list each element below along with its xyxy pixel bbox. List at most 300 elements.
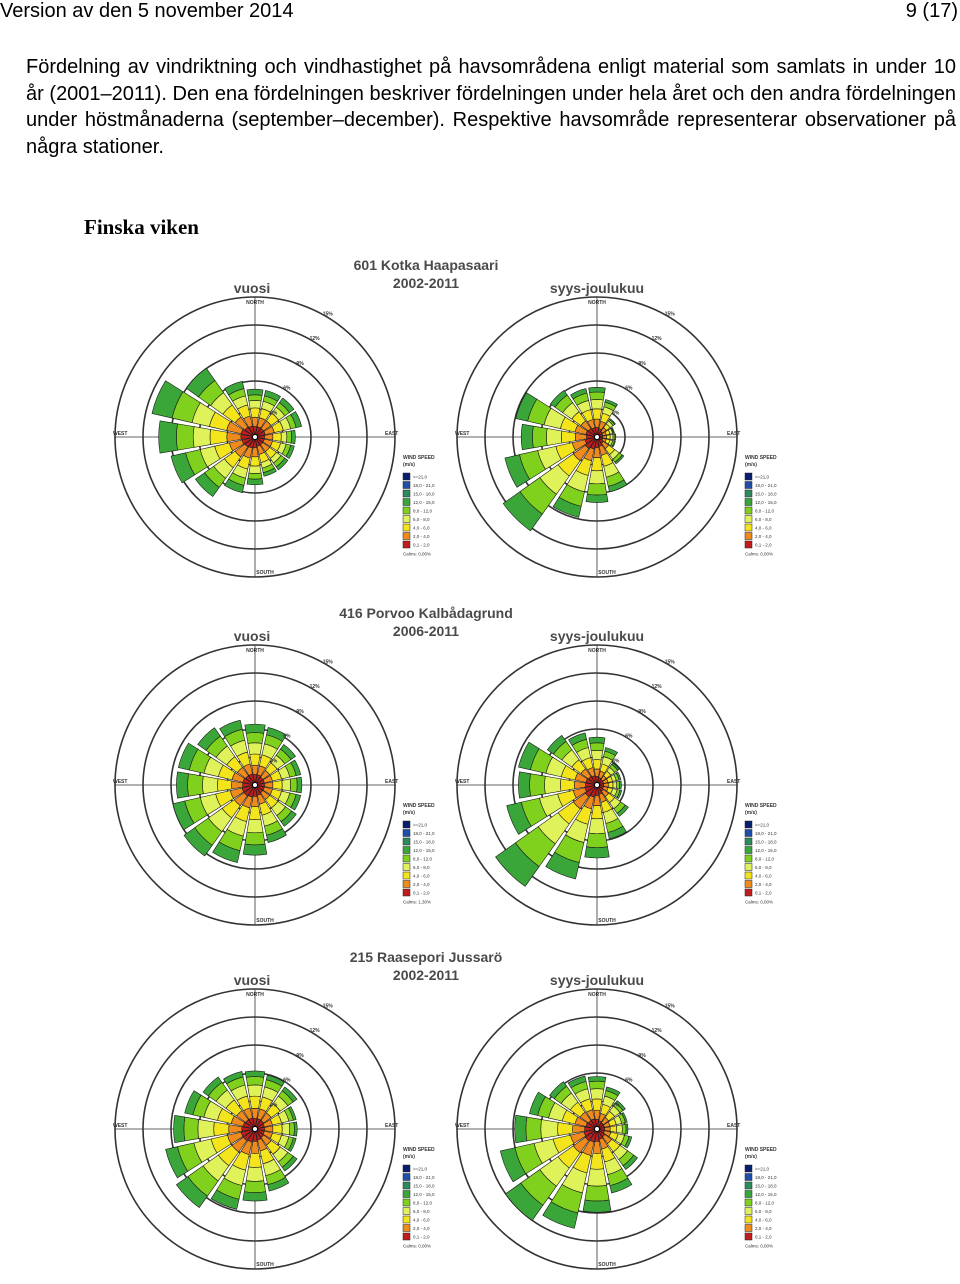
legend-label: 2,0 - 4,0	[755, 1226, 772, 1231]
wind-sector-segment	[587, 483, 607, 495]
wind-sector-segment	[246, 1077, 264, 1086]
wind-sector-segment	[245, 1071, 265, 1077]
legend-swatch	[745, 499, 752, 506]
legend-label: 0,1 - 2,0	[755, 1234, 772, 1240]
legend-swatch	[403, 1174, 410, 1181]
legend-label: 18,0 - 21,0	[755, 1175, 777, 1180]
calms-label: Calms: 0,00%	[745, 1243, 774, 1249]
center-marker	[595, 783, 600, 788]
direction-label: NORTH	[246, 992, 264, 998]
legend-swatch	[745, 830, 752, 837]
wind-rose	[432, 290, 777, 590]
period-label: vuosi	[233, 972, 271, 988]
legend-swatch	[745, 482, 752, 489]
ring-label: 3%	[612, 410, 620, 417]
legend-label: 12,0 - 15,0	[755, 500, 777, 505]
wind-sector-segment	[573, 1125, 585, 1133]
period-label: vuosi	[233, 280, 271, 296]
wind-sector-segment	[246, 733, 264, 744]
legend-label: 2,0 - 4,0	[413, 534, 430, 539]
legend-swatch	[403, 1165, 410, 1172]
legend-swatch	[403, 490, 410, 497]
legend-swatch	[745, 1208, 752, 1215]
wind-sector-segment	[589, 470, 605, 484]
legend-swatch	[403, 507, 410, 514]
calms-label: Calms: 1,30%	[403, 899, 432, 905]
legend-swatch	[403, 541, 410, 548]
legend-label: 15,0 - 18,0	[413, 839, 435, 845]
wind-sector-segment	[245, 832, 265, 845]
legend-swatch	[745, 1233, 752, 1240]
legend-label: 15,0 - 18,0	[413, 1183, 435, 1189]
legend-swatch	[745, 473, 752, 480]
legend-swatch	[745, 507, 752, 514]
wind-sector-segment	[252, 447, 259, 456]
wind-sector-segment	[617, 781, 620, 789]
wind-sector-segment	[282, 1123, 290, 1135]
wind-sector-segment	[210, 429, 227, 444]
wind-sector-segment	[593, 1141, 601, 1153]
legend-swatch	[745, 524, 752, 531]
wind-sector-segment	[585, 847, 610, 858]
legend-swatch	[403, 516, 410, 523]
wind-sector-segment	[617, 1125, 623, 1134]
wind-sector-segment	[583, 1200, 611, 1212]
wind-sector-segment	[610, 1126, 617, 1133]
legend-swatch	[403, 533, 410, 540]
station-name: 416 Porvoo Kalbådagrund	[339, 605, 513, 621]
calms-label: Calms: 0,00%	[745, 551, 774, 557]
ring-label: 6%	[625, 385, 633, 392]
legend-swatch	[745, 864, 752, 871]
wind-sector-segment	[251, 1141, 259, 1153]
wind-sector-segment	[247, 479, 263, 485]
direction-label: EAST	[727, 1123, 741, 1129]
ring-label: 15%	[322, 659, 333, 666]
legend-title: WIND SPEED	[745, 455, 777, 461]
direction-label: EAST	[727, 779, 741, 785]
legend-unit: (m/s)	[403, 1154, 415, 1160]
wind-sector-segment	[294, 1122, 297, 1136]
ring-label: 12%	[651, 1028, 662, 1035]
legend-swatch	[745, 881, 752, 888]
wind-sector-segment	[188, 774, 204, 797]
legend-label: 12,0 - 15,0	[755, 848, 777, 853]
center-marker	[253, 783, 258, 788]
legend-title: WIND SPEED	[403, 455, 435, 461]
wind-sector-segment	[249, 1153, 262, 1167]
wind-sector-segment	[590, 743, 604, 751]
ring-label: 15%	[322, 311, 333, 318]
wind-sector-segment	[603, 435, 607, 438]
legend-label: 18,0 - 21,0	[413, 831, 435, 836]
direction-label: SOUTH	[598, 918, 616, 924]
wind-rose-chart	[432, 982, 777, 1282]
direction-label: SOUTH	[598, 1262, 616, 1268]
wind-sector-segment	[174, 1115, 185, 1142]
legend-label: 0,1 - 2,0	[413, 890, 430, 896]
legend-swatch	[403, 1216, 410, 1223]
direction-label: SOUTH	[256, 918, 274, 924]
legend-label: 4,0 - 6,0	[755, 1217, 772, 1223]
direction-label: NORTH	[246, 648, 264, 654]
ring-label: 9%	[638, 360, 646, 367]
wind-sector-segment	[521, 424, 533, 449]
legend-swatch	[403, 1182, 410, 1189]
legend-swatch	[403, 881, 410, 888]
legend-label: 8,0 - 12,0	[413, 1200, 433, 1206]
ring-label: 6%	[283, 733, 291, 740]
wind-sector-segment	[589, 387, 606, 392]
wind-sector-segment	[249, 400, 261, 408]
legend-swatch	[403, 847, 410, 854]
wind-sector-segment	[248, 473, 262, 479]
wind-sector-segment	[273, 1124, 283, 1133]
wind-sector-segment	[176, 424, 194, 450]
center-marker	[253, 1127, 258, 1132]
wind-sector-segment	[591, 457, 602, 470]
wind-sector-segment	[252, 417, 259, 426]
wind-sector-segment	[184, 1117, 199, 1141]
legend-label: 4,0 - 6,0	[755, 873, 772, 879]
wind-sector-segment	[251, 796, 258, 806]
legend-swatch	[403, 1233, 410, 1240]
legend-label: >=21,0	[755, 474, 770, 480]
wind-sector-segment	[590, 1089, 604, 1100]
calms-label: Calms: 0,00%	[745, 899, 774, 905]
ring-label: 12%	[651, 684, 662, 691]
period-label: syys-joulukuu	[549, 280, 645, 296]
legend-swatch	[745, 1191, 752, 1198]
wind-sector-segment	[198, 1119, 214, 1138]
wind-sector-segment	[592, 409, 601, 420]
wind-sector-segment	[608, 782, 613, 787]
wind-rose-chart	[432, 638, 777, 938]
wind-sector-segment	[591, 399, 604, 409]
ring-label: 12%	[309, 1028, 320, 1035]
legend-label: 2,0 - 4,0	[413, 1226, 430, 1231]
wind-sector-segment	[546, 428, 561, 445]
wind-sector-segment	[193, 427, 210, 448]
legend-label: >=21,0	[755, 1166, 770, 1172]
legend-unit: (m/s)	[403, 810, 415, 816]
direction-label: NORTH	[588, 300, 606, 306]
legend-unit: (m/s)	[403, 462, 415, 468]
intro-paragraph: Fördelning av vindriktning och vindhastighet på havsområdena enligt material som samlats in under 10 år (2001–2011). Den ena fördelningen beskriver fördelningen under hela året och den andra fördelningen under höstmånaderna (september–december). Respektive havsområde representerar observationer på några stationer.	[26, 56, 956, 158]
ring-label: 3%	[270, 410, 278, 417]
legend-label: 12,0 - 15,0	[413, 500, 435, 505]
legend-swatch	[745, 821, 752, 828]
wind-sector-segment	[217, 779, 231, 792]
legend-swatch	[745, 872, 752, 879]
calms-label: Calms: 0,00%	[403, 1243, 432, 1249]
wind-sector-segment	[282, 779, 291, 791]
legend-swatch	[745, 838, 752, 845]
legend-swatch	[745, 847, 752, 854]
wind-sector-segment	[159, 421, 178, 453]
wind-rose	[432, 638, 777, 938]
wind-sector-segment	[589, 1081, 605, 1089]
legend-label: 6,0 - 8,0	[413, 517, 430, 522]
legend-label: 2,0 - 4,0	[755, 882, 772, 887]
wind-sector-segment	[289, 1122, 294, 1135]
period-label: vuosi	[233, 628, 271, 644]
wind-sector-segment	[526, 1117, 542, 1141]
ring-label: 3%	[270, 1102, 278, 1109]
ring-label: 15%	[322, 1003, 333, 1010]
wind-sector-segment	[586, 833, 607, 848]
ring-label: 9%	[638, 708, 646, 715]
wind-sector-segment	[176, 772, 188, 798]
wind-sector-segment	[244, 1181, 265, 1193]
period-label: syys-joulukuu	[549, 972, 645, 988]
wind-sector-segment	[593, 760, 602, 770]
legend-swatch	[403, 1225, 410, 1232]
legend-swatch	[745, 1216, 752, 1223]
legend-title: WIND SPEED	[745, 1147, 777, 1153]
wind-sector-segment	[532, 426, 547, 448]
wind-sector-segment	[231, 781, 242, 789]
legend-label: 0,1 - 2,0	[755, 890, 772, 896]
wind-sector-segment	[264, 782, 273, 788]
legend-label: 6,0 - 8,0	[413, 865, 430, 870]
section-title: Finska viken	[84, 215, 199, 239]
legend-swatch	[403, 1199, 410, 1206]
ring-label: 3%	[612, 758, 620, 765]
ring-label: 6%	[283, 385, 291, 392]
legend-swatch	[403, 482, 410, 489]
wind-sector-segment	[229, 1125, 242, 1134]
wind-sector-segment	[250, 457, 260, 467]
legend-swatch	[403, 872, 410, 879]
wind-sector-segment	[613, 782, 617, 789]
wind-sector-segment	[281, 432, 287, 443]
legend-swatch	[403, 473, 410, 480]
page-number: 9 (17)	[905, 0, 958, 22]
legend-label: 6,0 - 8,0	[755, 517, 772, 522]
wind-sector-segment	[203, 776, 218, 794]
wind-sector-segment	[250, 754, 260, 765]
wind-sector-segment	[606, 435, 610, 439]
wind-sector-segment	[622, 1124, 626, 1134]
wind-sector-segment	[249, 466, 261, 474]
direction-label: EAST	[385, 779, 399, 785]
legend-swatch	[745, 1199, 752, 1206]
legend-unit: (m/s)	[745, 462, 757, 468]
legend-label: 0,1 - 2,0	[413, 542, 430, 548]
station-name: 601 Kotka Haapasaari	[353, 257, 499, 273]
wind-sector-segment	[250, 408, 260, 418]
legend-label: 8,0 - 12,0	[413, 856, 433, 862]
period-label: syys-joulukuu	[549, 628, 645, 644]
wind-rose	[90, 638, 435, 938]
direction-label: WEST	[455, 779, 470, 785]
legend-label: 4,0 - 6,0	[413, 1217, 430, 1223]
wind-rose-chart	[90, 290, 435, 590]
wind-rose-chart	[90, 982, 435, 1282]
legend-swatch	[403, 838, 410, 845]
legend-swatch	[403, 499, 410, 506]
ring-label: 9%	[296, 1052, 304, 1059]
ring-label: 15%	[664, 659, 675, 666]
wind-sector-segment	[589, 737, 605, 743]
wind-rose-chart	[432, 290, 777, 590]
legend-swatch	[745, 516, 752, 523]
wind-rose-chart	[90, 638, 435, 938]
direction-label: NORTH	[246, 300, 264, 306]
wind-sector-segment	[515, 1115, 527, 1143]
legend-title: WIND SPEED	[745, 803, 777, 809]
wind-sector-segment	[214, 1122, 229, 1136]
legend-label: 8,0 - 12,0	[755, 1200, 775, 1206]
legend-swatch	[745, 1174, 752, 1181]
wind-sector-segment	[227, 432, 241, 441]
wind-rose	[90, 982, 435, 1282]
legend-label: 8,0 - 12,0	[755, 856, 775, 862]
legend-swatch	[403, 1208, 410, 1215]
legend-swatch	[403, 864, 410, 871]
wind-sector-segment	[247, 389, 263, 395]
calms-label: Calms: 0,00%	[403, 551, 432, 557]
wind-sector-segment	[619, 781, 621, 789]
legend-label: 6,0 - 8,0	[413, 1209, 430, 1214]
legend-label: 15,0 - 18,0	[755, 491, 777, 497]
wind-sector-segment	[589, 818, 605, 833]
ring-label: 6%	[283, 1077, 291, 1084]
ring-label: 9%	[638, 1052, 646, 1059]
wind-sector-segment	[243, 1192, 267, 1201]
station-years: 2002-2011	[392, 967, 460, 983]
legend-label: 18,0 - 21,0	[755, 831, 777, 836]
wind-sector-segment	[590, 1153, 604, 1169]
legend-label: 15,0 - 18,0	[755, 1183, 777, 1189]
wind-sector-segment	[589, 392, 604, 400]
wind-sector-segment	[248, 1085, 263, 1097]
legend-label: 2,0 - 4,0	[755, 534, 772, 539]
wind-sector-segment	[615, 434, 616, 440]
direction-label: EAST	[385, 431, 399, 437]
ring-label: 3%	[612, 1102, 620, 1109]
wind-sector-segment	[604, 783, 609, 787]
legend-title: WIND SPEED	[403, 1147, 435, 1153]
wind-sector-segment	[545, 776, 561, 794]
legend-label: 6,0 - 8,0	[755, 865, 772, 870]
legend-unit: (m/s)	[745, 810, 757, 816]
wind-sector-segment	[264, 1126, 273, 1132]
wind-sector-segment	[290, 778, 297, 792]
direction-label: NORTH	[588, 648, 606, 654]
wind-sector-segment	[610, 434, 613, 439]
direction-label: WEST	[455, 431, 470, 437]
ring-label: 3%	[270, 758, 278, 765]
ring-label: 12%	[309, 684, 320, 691]
wind-sector-segment	[249, 806, 261, 819]
wind-sector-segment	[530, 774, 546, 797]
ring-label: 6%	[625, 1077, 633, 1084]
legend-swatch	[745, 541, 752, 548]
legend-swatch	[745, 490, 752, 497]
legend-swatch	[403, 524, 410, 531]
legend-label: 8,0 - 12,0	[413, 508, 433, 514]
wind-sector-segment	[558, 1122, 573, 1135]
wind-sector-segment	[585, 1185, 609, 1201]
wind-sector-segment	[297, 777, 302, 793]
legend-swatch	[745, 855, 752, 862]
ring-label: 6%	[625, 733, 633, 740]
document-version: Version av den 5 november 2014	[0, 0, 294, 22]
wind-sector-segment	[541, 1120, 558, 1139]
legend-swatch	[403, 889, 410, 896]
wind-sector-segment	[588, 1077, 606, 1082]
legend-label: 18,0 - 21,0	[413, 483, 435, 488]
legend-label: >=21,0	[413, 1166, 428, 1172]
wind-sector-segment	[626, 1124, 628, 1134]
wind-sector-segment	[252, 765, 259, 774]
legend-label: 12,0 - 15,0	[413, 848, 435, 853]
wind-rose	[432, 982, 777, 1282]
direction-label: SOUTH	[256, 570, 274, 576]
legend-label: 18,0 - 21,0	[413, 1175, 435, 1180]
direction-label: EAST	[385, 1123, 399, 1129]
center-marker	[253, 435, 258, 440]
wind-sector-segment	[591, 750, 603, 760]
direction-label: WEST	[113, 1123, 128, 1129]
direction-label: EAST	[727, 431, 741, 437]
legend-swatch	[745, 1225, 752, 1232]
legend-label: 2,0 - 4,0	[413, 882, 430, 887]
direction-label: WEST	[113, 431, 128, 437]
station-name: 215 Raasepori Jussarö	[349, 949, 503, 965]
wind-sector-segment	[594, 419, 600, 428]
legend-label: 8,0 - 12,0	[755, 508, 775, 514]
ring-label: 9%	[296, 708, 304, 715]
legend-label: 15,0 - 18,0	[413, 491, 435, 497]
wind-sector-segment	[243, 844, 267, 855]
legend-swatch	[745, 1165, 752, 1172]
direction-label: NORTH	[588, 992, 606, 998]
legend-label: 0,1 - 2,0	[755, 542, 772, 548]
legend-label: 18,0 - 21,0	[755, 483, 777, 488]
ring-label: 9%	[296, 360, 304, 367]
wind-sector-segment	[273, 433, 282, 442]
center-marker	[595, 1127, 600, 1132]
ring-label: 12%	[309, 336, 320, 343]
legend-label: 12,0 - 15,0	[755, 1192, 777, 1197]
legend-label: 0,1 - 2,0	[413, 1234, 430, 1240]
wind-sector-segment	[291, 430, 295, 444]
legend-swatch	[403, 830, 410, 837]
legend-title: WIND SPEED	[403, 803, 435, 809]
legend-swatch	[745, 1182, 752, 1189]
wind-sector-segment	[586, 494, 608, 502]
legend-label: >=21,0	[413, 822, 428, 828]
ring-label: 12%	[651, 336, 662, 343]
legend-label: >=21,0	[413, 474, 428, 480]
direction-label: SOUTH	[598, 570, 616, 576]
legend-label: 4,0 - 6,0	[413, 873, 430, 879]
wind-rose	[90, 290, 435, 590]
legend-label: 12,0 - 15,0	[413, 1192, 435, 1197]
wind-sector-segment	[273, 780, 283, 789]
legend-swatch	[403, 1191, 410, 1198]
legend-swatch	[745, 533, 752, 540]
legend-swatch	[403, 821, 410, 828]
center-marker	[595, 435, 600, 440]
direction-label: SOUTH	[256, 1262, 274, 1268]
wind-sector-segment	[561, 431, 575, 443]
ring-label: 15%	[664, 1003, 675, 1010]
legend-swatch	[745, 889, 752, 896]
